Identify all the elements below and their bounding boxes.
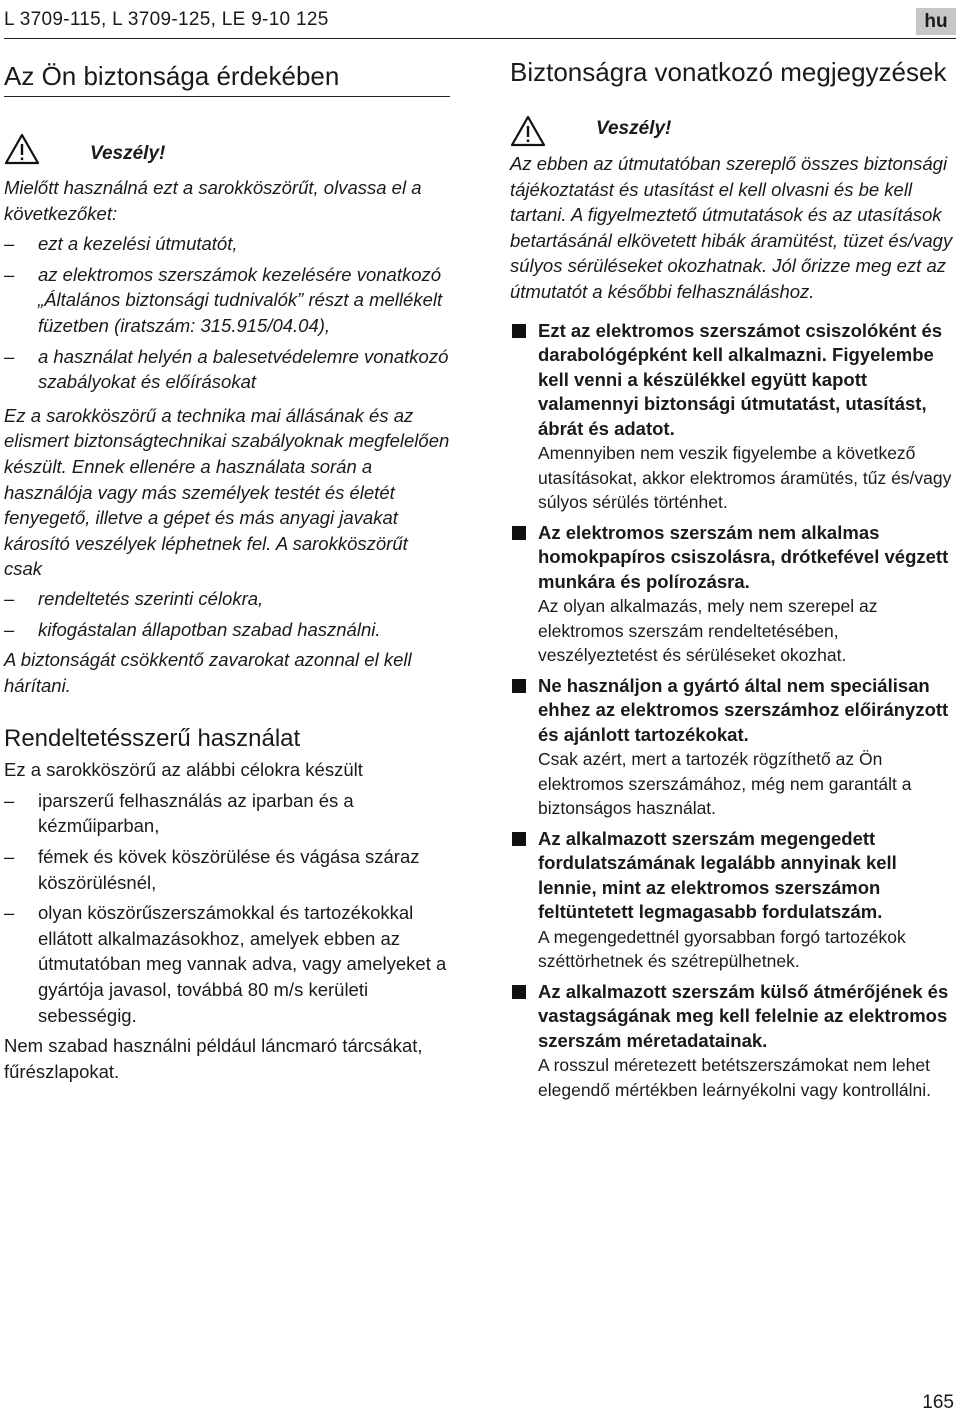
list-item: [510, 827, 956, 974]
rule-bold: Ezt az elektromos szerszámot csiszolóként és darabológépként kell alkalmazni. Figyelembe kell venni a készülékkel együtt kapott valamennyi biztonsági útmutatást, utasítást, ábrát és adatot.: [538, 319, 943, 439]
page-header: [4, 8, 956, 39]
page-number: 165: [922, 1392, 954, 1413]
section-title-safety: Az Ön biztonsága érdekében: [4, 58, 450, 97]
rule-text: Az olyan alkalmazás, mely nem szerepel az elektromos szerszám rendeltetésében, veszélyeztetést és sérüléseket okozhat.: [538, 596, 878, 666]
closing-text: A biztonságát csökkentő zavarokat azonnal el kell hárítani.: [4, 649, 412, 696]
list-item: – rendeltetés szerinti célokra,: [4, 586, 450, 612]
list-item: – fémek és kövek köszörülése és vágása száraz köszörülésnél,: [4, 844, 450, 895]
list-item: – az elektromos szerszámok kezelésére vonatkozó „Általános biztonsági tudnivalók” részt a mellékelt füzetben (iratszám: 315.915/04.04),: [4, 262, 450, 339]
intro-text: Mielőtt használná ezt a sarokköszörűt, olvassa el a következőket:: [4, 177, 422, 224]
square-bullet-icon: [512, 324, 526, 338]
danger-label: Veszély!: [90, 143, 166, 164]
language-badge: hu: [916, 8, 956, 35]
rule-bold: Az elektromos szerszám nem alkalmas homokpapíros csiszolásra, drótkefével végzett munkára és polírozásra.: [538, 521, 949, 592]
list-item: – a használat helyén a balesetvédelemre vonatkozó szabályokat és előírásokat: [4, 344, 450, 395]
list-item: – kifogástalan állapotban szabad használni.: [4, 617, 450, 643]
intended-use-list: [4, 788, 450, 1028]
rule-text: Amennyiben nem veszik figyelembe a következő utasításokat, akkor elektromos áramütés, tűz és/vagy súlyos sérülés történhet.: [538, 443, 952, 513]
rule-text: A megengedettnél gyorsabban forgó tartozékok széttörhetnek és szétrepülhetnek.: [538, 926, 906, 972]
list-item: [510, 980, 956, 1103]
list-item: [510, 674, 956, 821]
rule-text: Csak azért, mert a tartozék rögzíthető az Ön elektromos szerszámához, még nem garantált a biztonságos használat.: [538, 749, 912, 819]
rule-bold: Ne használjon a gyártó által nem speciálisan ehhez az elektromos szerszámhoz előirányzott és ajánlott tartozékokat.: [538, 674, 949, 745]
list-item: [510, 319, 956, 515]
warning-triangle-icon: [4, 133, 40, 165]
rule-bold: Az alkalmazott szerszám külső átmérőjének és vastagságának meg kell felelnie az elektromos szerszám méretadatainak.: [538, 980, 949, 1051]
square-bullet-icon: [512, 679, 526, 693]
usage-conditions-list: [4, 586, 450, 642]
rule-bold: Az alkalmazott szerszám megengedett fordulatszámának legalább annyinak kell lennie, mint az elektromos szerszámon feltüntetett legmagasabb fordulatszám.: [538, 827, 897, 923]
square-bullet-icon: [512, 985, 526, 999]
intended-use-closing: Nem szabad használni például láncmaró tárcsákat, fűrészlapokat.: [4, 1035, 423, 1082]
square-bullet-icon: [512, 832, 526, 846]
list-item: – iparszerű felhasználás az iparban és a kézműiparban,: [4, 788, 450, 839]
safety-paragraph: Ez a sarokköszörű a technika mai állásának és az elismert biztonságtechnikai szabályoknak megfelelően készült. Ennek ellenére a használata során a használója vagy más személyek testét és életét fenyegető, illetve a gépet és más anyagi javakat károsító veszélyek léphetnek fel. A sarokköszörűt csak: [4, 404, 450, 580]
intro-text: Az ebben az útmutatóban szereplő összes biztonsági tájékoztatást és utasítást el kell olvasni és be kell tartani. A figyelmeztető útmutatások és az utasítások betartásánál elkövetett hibák áramütést, tüzet és/vagy súlyos sérüléseket okozhatnak. Jól őrizze meg ezt az útmutatót a későbbi felhasználáshoz.: [510, 153, 953, 302]
danger-notice: [510, 115, 956, 145]
rule-text: A rosszul méretezett betétszerszámokat nem lehet elegendő mértékben leárnyékolni vagy kontrollálni.: [538, 1055, 932, 1100]
list-item: [510, 521, 956, 668]
danger-label: Veszély!: [596, 118, 672, 139]
list-item: – olyan köszörűszerszámokkal és tartozékokkal ellátott alkalmazásokhoz, amelyek ebben az útmutatóban meg vannak adva, vagy amelyeket a gyártója javasol, továbbá 80 m/s kerületi sebességig.: [4, 900, 450, 1028]
document-model-title: L 3709-115, L 3709-125, LE 9-10 125: [4, 9, 329, 30]
right-column: [510, 58, 956, 1108]
left-column: [4, 58, 450, 1084]
warning-triangle-icon: [510, 115, 546, 147]
section-title-intended-use: Rendeltetésszerű használat: [4, 725, 301, 753]
square-bullet-icon: [512, 526, 526, 540]
intended-use-intro: Ez a sarokköszörű az alábbi célokra készült: [4, 759, 363, 781]
read-before-list: [4, 231, 450, 395]
safety-rules-list: [510, 319, 956, 1103]
section-title-safety-notes: Biztonságra vonatkozó megjegyzések: [510, 57, 947, 87]
list-item: – ezt a kezelési útmutatót,: [4, 231, 450, 257]
danger-notice: [4, 133, 450, 167]
